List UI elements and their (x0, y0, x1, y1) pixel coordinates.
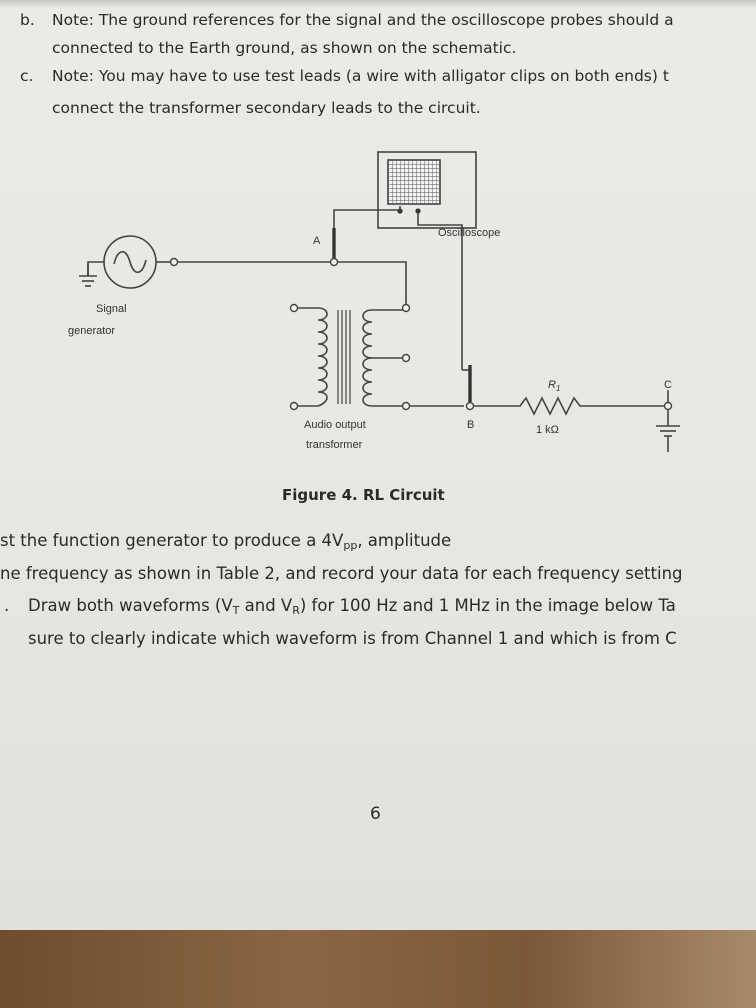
resistor-value-label: 1 kΩ (536, 424, 559, 436)
instruction-line-2: ne frequency as shown in Table 2, and record your data for each frequency setting (0, 564, 683, 583)
note-c-marker: c. (20, 67, 34, 85)
page-shadow (0, 0, 756, 8)
instruction-line-1: st the function generator to produce a $4V_{pp}$, amplitude (0, 531, 452, 552)
note-b-line-2: connected to the Earth ground, as shown on the schematic. (52, 39, 517, 57)
rl-circuit-schematic (0, 140, 756, 480)
figure-caption: Figure 4. RL Circuit (282, 486, 445, 504)
node-a-label: A (313, 235, 321, 247)
wire-generator-to-a (176, 258, 334, 262)
transformer-secondary-upper (363, 310, 406, 358)
node-a-terminal (331, 259, 338, 266)
instruction-line-3: . Draw both waveforms ($V_T$ and $V_R$) for 100 Hz and 1 MHz in the image below Ta (4, 596, 676, 617)
note-b-line-1: Note: The ground references for the signal and the oscilloscope probes should a (52, 11, 674, 29)
probe-a-wire (334, 210, 400, 242)
oscilloscope-label: Oscilloscope (438, 227, 501, 239)
transformer-label-2: transformer (306, 439, 363, 451)
oscilloscope-screen (388, 160, 440, 204)
node-c-label: C (664, 379, 672, 391)
node-c-terminal (665, 403, 672, 410)
wire-a-to-secondary-top (334, 262, 406, 305)
node-b-label: B (467, 419, 475, 431)
note-b-marker: b. (20, 11, 35, 29)
transformer-label-1: Audio output (304, 419, 366, 431)
sine-icon (114, 252, 146, 273)
note-c-line-1: Note: You may have to use test leads (a wire with alligator clips on both ends) t (52, 67, 669, 85)
resistor-r1 (474, 398, 664, 414)
resistor-name-label: $R_1$ (548, 379, 561, 393)
instruction-line-4: sure to clearly indicate which waveform is from Channel 1 and which is from C (28, 629, 677, 648)
desk-surface (0, 930, 756, 1008)
transformer-primary (298, 308, 327, 406)
node-b-terminal (467, 403, 474, 410)
transformer-secondary-lower (363, 358, 402, 406)
note-c-line-2: connect the transformer secondary leads to the circuit. (52, 99, 481, 117)
signal-generator-label-1: Signal (96, 303, 127, 315)
signal-generator-label-2: generator (68, 325, 116, 337)
page-number: 6 (370, 804, 381, 824)
